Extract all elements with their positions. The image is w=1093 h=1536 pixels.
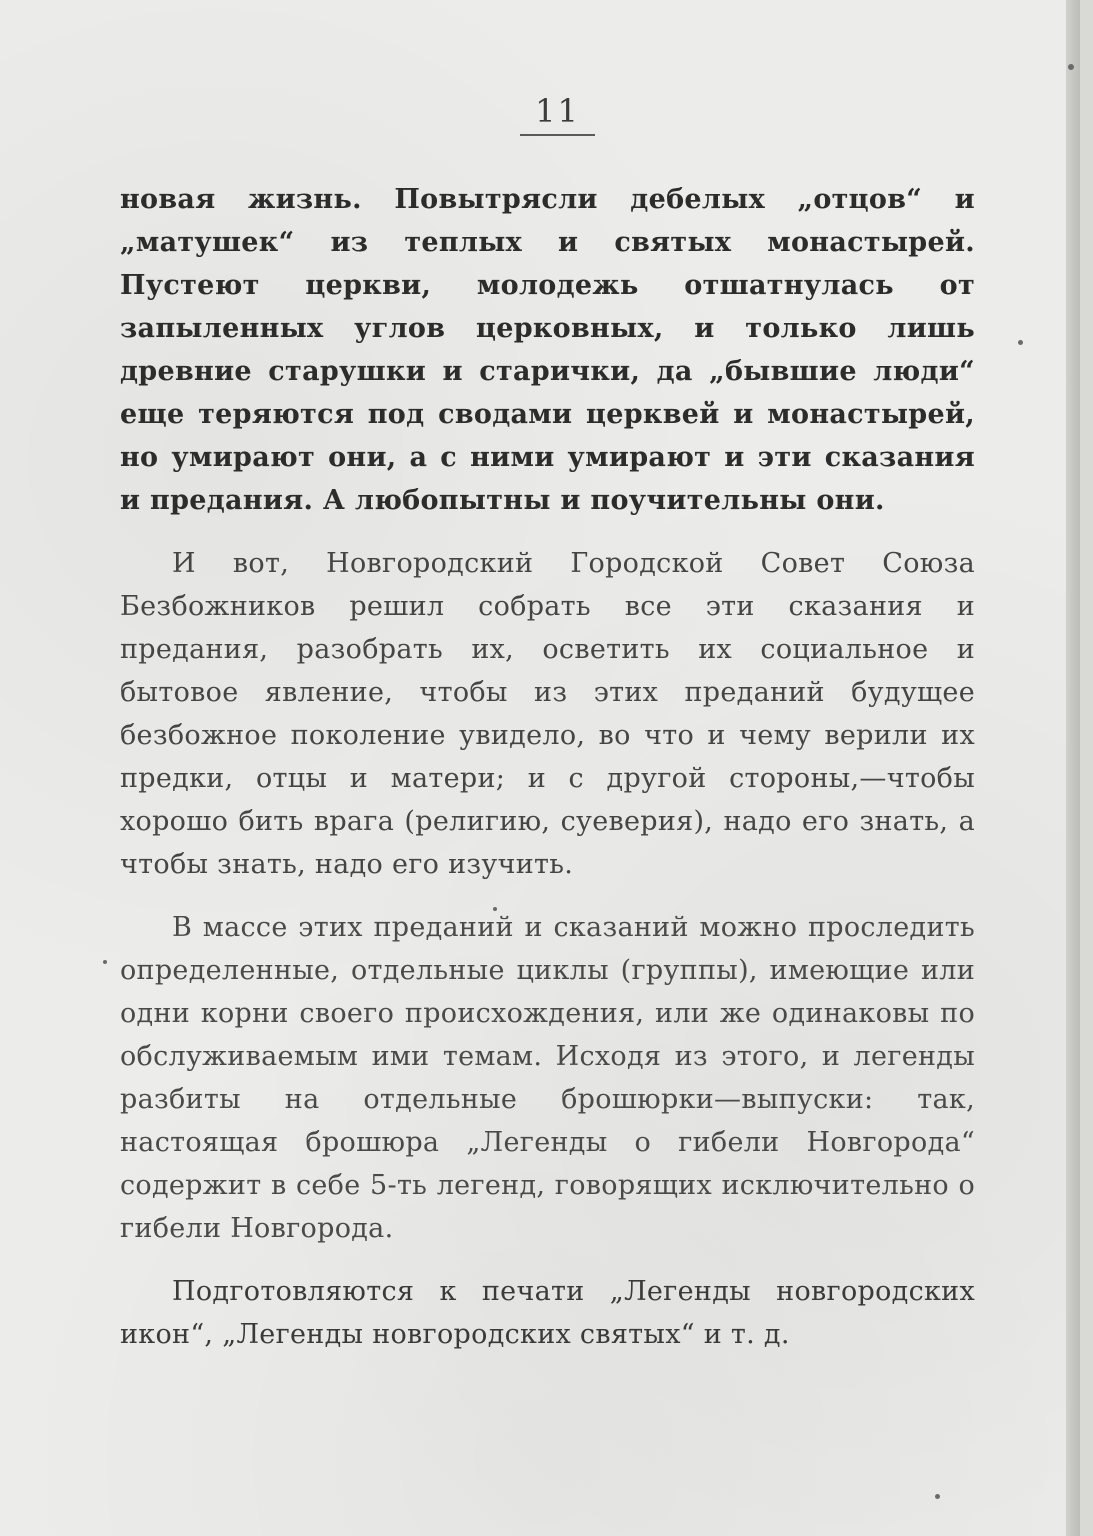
body-text [120,178,975,1356]
paragraph-2: И вот, Новгородский Городской Совет Союза Безбожников решил собрать все эти сказания и предания, разобрать их, осветить их социальное и бытовое явление, чтобы из этих преданий будущее безбожное поколение увидело, во что и чему верили их предки, отцы и матери; и с другой стороны,—чтобы хорошо бить врага (религию, суеверия), надо его знать, а чтобы знать, надо его изучить. [120,548,975,880]
paragraph-3: В массе этих преданий и сказаний можно проследить определенные, отдельные циклы (группы), имеющие или одни корни своего происхождения, или же одинаковы по обслуживаемым ими темам. Исходя из этого, и легенды разбиты на отдельные брошюрки—выпуски: так, настоящая брошюра „Легенды о гибели Новгорода“ содержит в себе 5-ть легенд, говорящих исключительно о гибели Новгорода. [120,912,975,1244]
page-number: 11 [520,92,595,136]
ink-speck [103,960,107,964]
ink-speck [935,1494,940,1499]
ink-speck [493,907,497,911]
paragraph-1: новая жизнь. Повытрясли дебелых „отцов“ и „матушек“ из теплых и святых монастырей. Пустеют церкви, молодежь отшатнулась от запыленных углов церковных, и только лишь древние старушки и старички, да „бывшие люди“ еще теряются под сводами церквей и монастырей, но умирают они, а с ними умирают и эти сказания и предания. А любопытны и поучительны они. [120,184,975,516]
ink-speck [1018,340,1023,345]
ink-speck [1068,64,1074,70]
page-edge-shadow [1066,0,1080,1536]
paragraph-4: Подготовляются к печати „Легенды новгородских икон“, „Легенды новгородских святых“ и т. д. [120,1276,975,1350]
